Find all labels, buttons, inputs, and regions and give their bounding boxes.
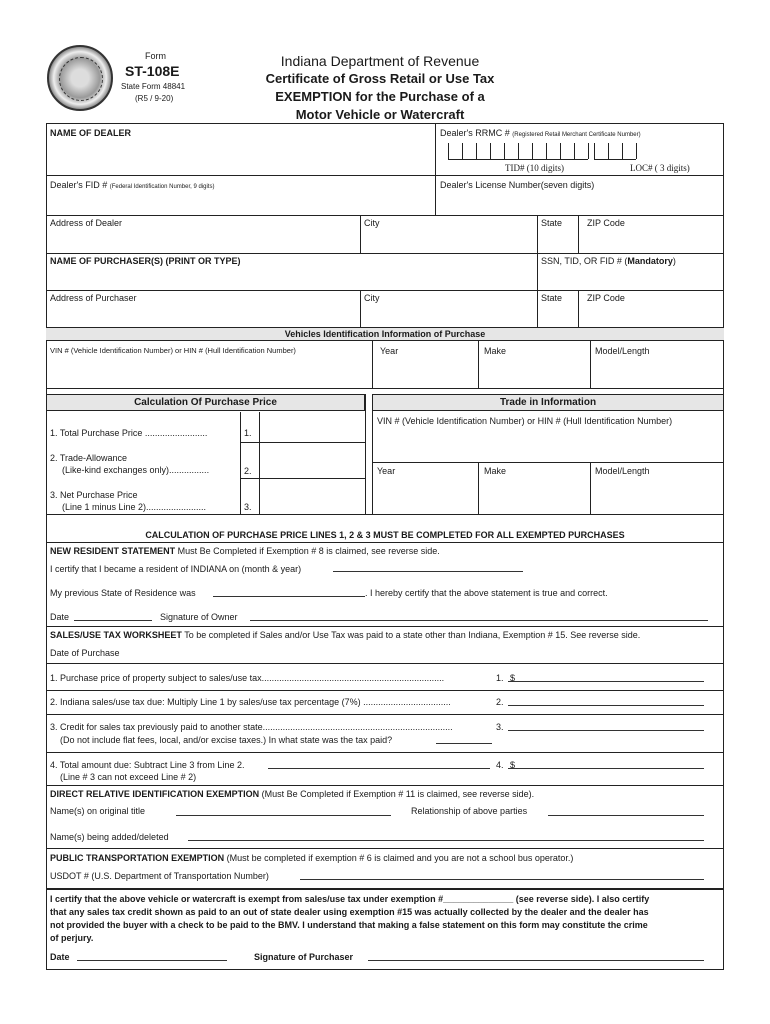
usdot-input[interactable] — [300, 879, 704, 880]
vehicle-make-label: Make — [484, 346, 507, 356]
worksheet-line2-label: 2. Indiana sales/use tax due: Multiply Line 1 by sales/use tax percentage (7%) ................................... — [50, 697, 451, 707]
purchaser-signature-input[interactable] — [368, 960, 704, 961]
direct-relative-heading: DIRECT RELATIVE IDENTIFICATION EXEMPTION (Must Be Completed if Exemption # 11 is claimed, see reverse side). — [50, 789, 535, 799]
usdot-label: USDOT # (U.S. Department of Transportation Number) — [50, 871, 269, 881]
certification-line3: not provided the buyer with a check to be paid to the BMV. I understand that making a false statement on this form may constitute the crime — [50, 920, 648, 930]
worksheet-line1-number: 1. — [496, 673, 504, 683]
original-title-label: Name(s) on original title — [50, 806, 146, 816]
calc-line1-label: 1. Total Purchase Price ......................... — [50, 428, 208, 438]
dealer-rrmc-label: Dealer's RRMC # (Registered Retail Merchant Certificate Number) — [440, 128, 641, 138]
indiana-state-seal — [47, 45, 113, 111]
dealer-address-label: Address of Dealer — [50, 218, 123, 228]
resident-sign-date-input[interactable] — [74, 620, 152, 621]
worksheet-line2-input[interactable] — [508, 705, 704, 706]
previous-state-label: My previous State of Residence was — [50, 588, 196, 598]
calc-line1-number: 1. — [244, 428, 252, 438]
calc-line2-input[interactable] — [261, 442, 365, 478]
calc-notice: CALCULATION OF PURCHASE PRICE LINES 1, 2 & 3 MUST BE COMPLETED FOR ALL EXEMPTED PURCHASES — [145, 530, 625, 540]
calc-line3-number: 3. — [244, 502, 252, 512]
calc-title: Calculation Of Purchase Price — [134, 397, 277, 408]
worksheet-line3-input[interactable] — [508, 730, 704, 731]
dealer-city-label: City — [364, 218, 380, 228]
calc-line2-label-b: (Like-kind exchanges only)................ — [62, 465, 210, 475]
previous-state-input[interactable] — [213, 596, 365, 597]
added-deleted-label: Name(s) being added/deleted — [50, 832, 169, 842]
worksheet-heading: SALES/USE TAX WORKSHEET To be completed if Sales and/or Use Tax was paid to a state other than Indiana, Exemption # 15. See reverse side. — [50, 630, 641, 640]
purchaser-state-label: State — [541, 293, 563, 303]
certification-line1: I certify that the above vehicle or watercraft is exempt from sales/use tax under exemption #______________ (see reverse side). I also certify — [50, 894, 650, 904]
calc-header — [46, 394, 365, 411]
calc-line3-label-a: 3. Net Purchase Price — [50, 490, 138, 500]
purchaser-ssn-label: SSN, TID, OR FID # (Mandatory) — [541, 256, 676, 266]
resident-date-input[interactable] — [333, 571, 523, 572]
dealer-zip-label: ZIP Code — [587, 218, 625, 228]
calc-line3-label-b: (Line 1 minus Line 2)........................ — [62, 502, 207, 512]
resident-date-label: Date — [50, 612, 70, 622]
purchaser-city-label: City — [364, 293, 380, 303]
relationship-label: Relationship of above parties — [411, 806, 528, 816]
public-transport-heading: PUBLIC TRANSPORTATION EXEMPTION (Must be completed if exemption # 6 is claimed and you are not a school bus operator.) — [50, 853, 574, 863]
worksheet-line3-label: 3. Credit for sales tax previously paid to another state............................................................................ — [50, 722, 453, 732]
form-label: Form — [145, 51, 166, 61]
form-title-line3: Motor Vehicle or Watercraft — [295, 107, 465, 122]
dealer-license-label: Dealer's License Number(seven digits) — [440, 180, 595, 190]
tid-label: TID# (10 digits) — [505, 163, 564, 173]
form-number: ST-108E — [125, 63, 180, 79]
state-form-number: State Form 48841 — [121, 82, 186, 91]
dealer-fid-label: Dealer's FID # (Federal Identification Number, 9 digits) — [50, 180, 215, 190]
new-resident-certify-label: I certify that I became a resident of INDIANA on (month & year) — [50, 564, 302, 574]
purchaser-name-label: NAME OF PURCHASER(S) (PRINT OR TYPE) — [50, 256, 241, 266]
worksheet-line3-note: (Do not include flat fees, local, and/or excise taxes.) In what state was the tax paid? — [60, 735, 393, 745]
vehicle-section-title: Vehicles Identification Information of Purchase — [284, 329, 486, 339]
form-title-line2: EXEMPTION for the Purchase of a — [275, 89, 485, 104]
hereby-certify-text: . I hereby certify that the above statement is true and correct. — [365, 588, 608, 598]
worksheet-line1-input[interactable] — [508, 681, 704, 682]
trade-header — [372, 394, 724, 411]
vehicle-section-header — [46, 327, 724, 341]
original-title-input[interactable] — [176, 815, 391, 816]
purchaser-signature-label: Signature of Purchaser — [254, 952, 354, 962]
purchaser-date-input[interactable] — [77, 960, 227, 961]
trade-title: Trade in Information — [499, 397, 597, 408]
worksheet-line4-number: 4. — [496, 760, 504, 770]
vehicle-model-label: Model/Length — [595, 346, 650, 356]
vehicle-vin-label: VIN # (Vehicle Identification Number) or HIN # (Hull Identification Number) — [50, 346, 296, 355]
trade-vin-label: VIN # (Vehicle Identification Number) or HIN # (Hull Identification Number) — [377, 416, 673, 426]
worksheet-line3-number: 3. — [496, 722, 504, 732]
worksheet-line4-dollar: $ — [510, 760, 516, 770]
worksheet-line1-dollar: $ — [510, 673, 516, 683]
owner-signature-input[interactable] — [250, 620, 708, 621]
purchaser-date-label: Date — [50, 952, 70, 962]
calc-line2-label-a: 2. Trade-Allowance — [50, 453, 128, 463]
form-revision: (R5 / 9-20) — [135, 94, 174, 103]
agency-name: Indiana Department of Revenue — [280, 53, 480, 69]
relationship-input[interactable] — [548, 815, 704, 816]
purchaser-zip-label: ZIP Code — [587, 293, 625, 303]
form-title-line1: Certificate of Gross Retail or Use Tax — [265, 71, 495, 86]
purchaser-address-label: Address of Purchaser — [50, 293, 137, 303]
worksheet-line4-note: (Line # 3 can not exceed Line # 2) — [60, 772, 197, 782]
certification-line2: that any sales tax credit shown as paid to an out of state dealer using exemption #15 was actually collected by the dealer and the dealer has — [50, 907, 649, 917]
worksheet-line2-number: 2. — [496, 697, 504, 707]
trade-year-label: Year — [377, 466, 396, 476]
tax-state-input[interactable] — [436, 743, 492, 744]
trade-make-label: Make — [484, 466, 507, 476]
dealer-name-label: NAME OF DEALER — [50, 128, 131, 138]
calc-line3-input[interactable] — [261, 478, 365, 514]
calc-line1-input[interactable] — [261, 412, 365, 442]
calc-line2-number: 2. — [244, 466, 252, 476]
certification-line4: of perjury. — [50, 933, 94, 943]
loc-label: LOC# ( 3 digits) — [630, 163, 690, 173]
trade-model-label: Model/Length — [595, 466, 650, 476]
vehicle-year-label: Year — [380, 346, 399, 356]
owner-signature-label: Signature of Owner — [160, 612, 238, 622]
date-of-purchase-label: Date of Purchase — [50, 648, 120, 658]
worksheet-line4-input[interactable] — [508, 768, 704, 769]
dealer-state-label: State — [541, 218, 563, 228]
worksheet-line1-label: 1. Purchase price of property subject to sales/use tax......................................................................... — [50, 673, 445, 683]
worksheet-line4-label: 4. Total amount due: Subtract Line 3 from Line 2. — [50, 760, 245, 770]
added-deleted-input[interactable] — [188, 840, 704, 841]
new-resident-heading: NEW RESIDENT STATEMENT Must Be Completed if Exemption # 8 is claimed, see reverse side. — [50, 546, 440, 556]
